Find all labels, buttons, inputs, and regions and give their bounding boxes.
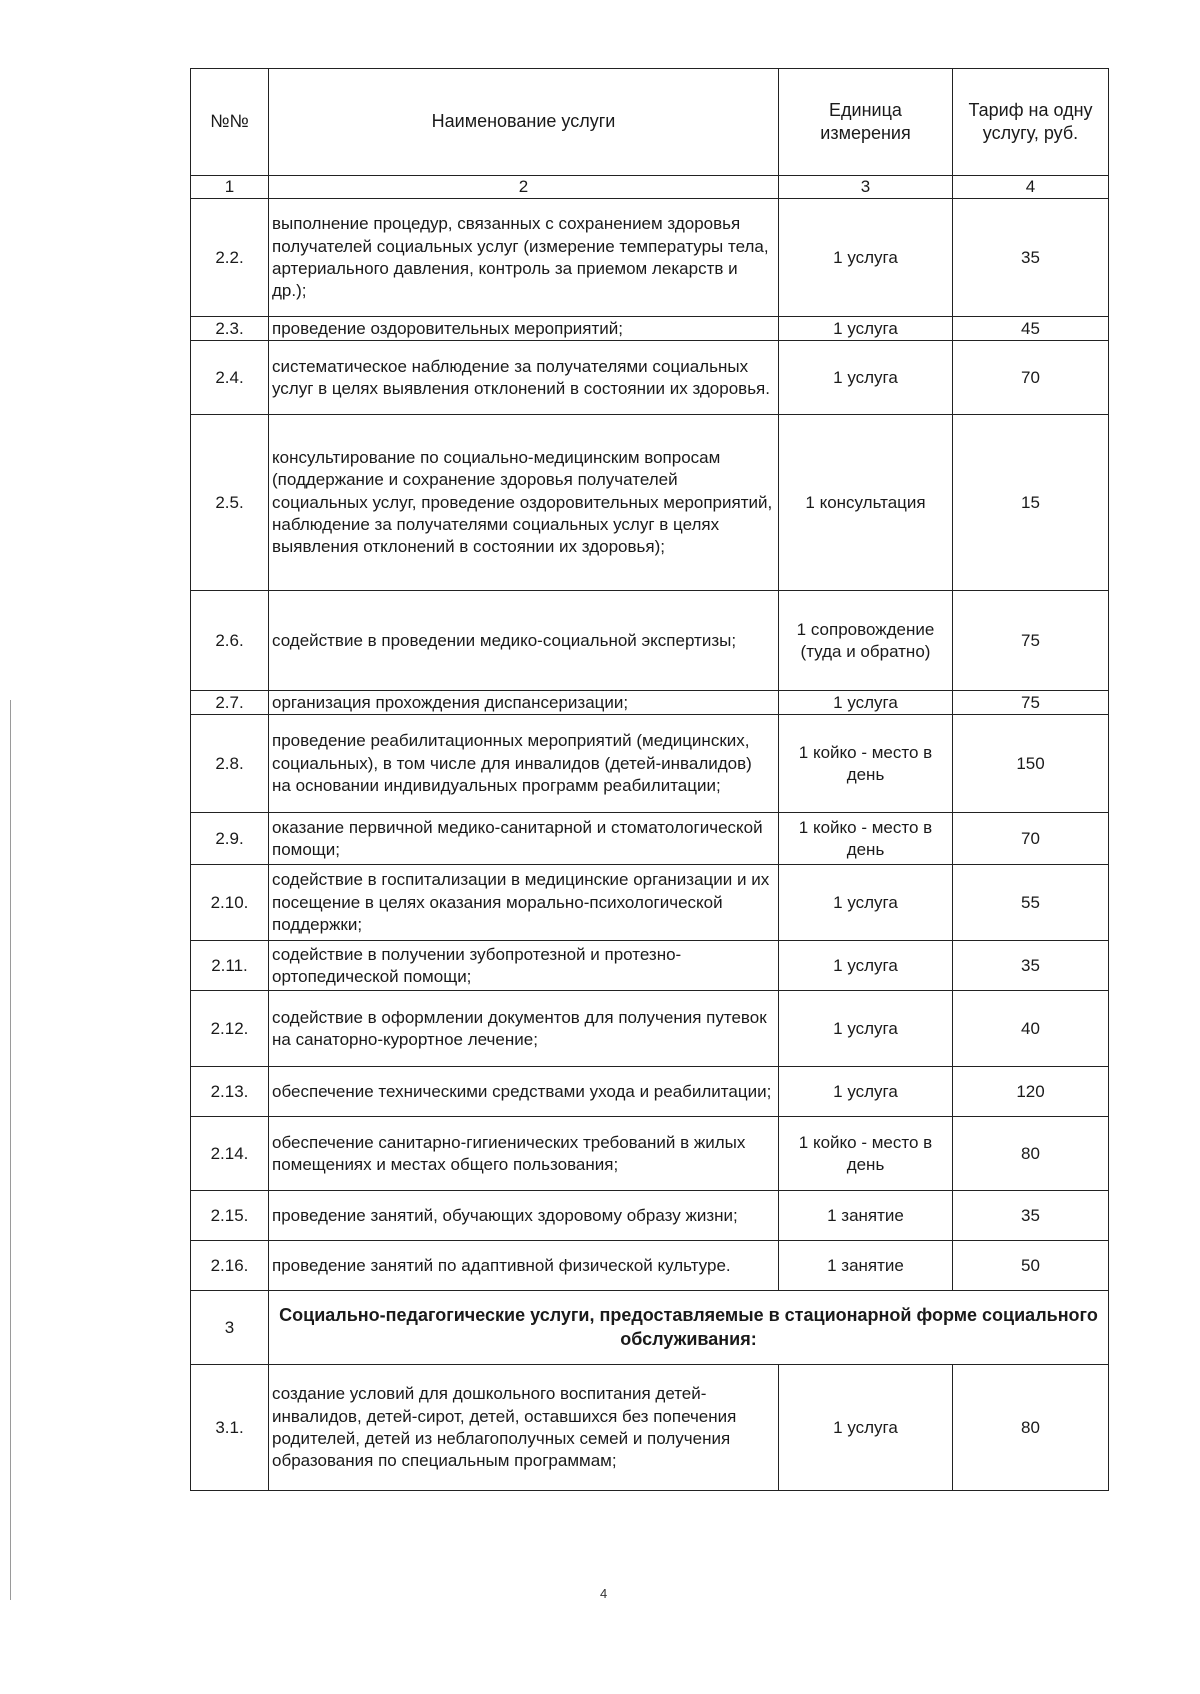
section-num: 3 [191, 1291, 269, 1365]
row-unit: 1 услуга [779, 317, 953, 341]
row-unit: 1 занятие [779, 1241, 953, 1291]
row-unit: 1 занятие [779, 1191, 953, 1241]
row-tariff: 120 [953, 1067, 1109, 1117]
column-number: 1 [191, 176, 269, 199]
table-row [191, 715, 1109, 813]
column-number-row [191, 176, 1109, 199]
row-num: 2.5. [191, 415, 269, 591]
row-name: содействие в получении зубопротезной и протезно-ортопедической помощи; [269, 941, 779, 991]
tariff-table [190, 68, 1109, 1491]
row-tariff: 35 [953, 199, 1109, 317]
row-num: 2.12. [191, 991, 269, 1067]
table-row [191, 317, 1109, 341]
row-name: создание условий для дошкольного воспитания детей-инвалидов, детей-сирот, детей, оставшихся без попечения родителей, детей из неблагополучных семей и получения образования по специальным программам; [269, 1365, 779, 1491]
table-row [191, 1365, 1109, 1491]
table-row [191, 591, 1109, 691]
row-name: обеспечение техническими средствами ухода и реабилитации; [269, 1067, 779, 1117]
table-row [191, 1241, 1109, 1291]
table-row [191, 941, 1109, 991]
header-tariff: Тариф на одну услугу, руб. [953, 69, 1109, 176]
table-row [191, 691, 1109, 715]
row-name: содействие в проведении медико-социальной экспертизы; [269, 591, 779, 691]
row-name: содействие в оформлении документов для получения путевок на санаторно-курортное лечение; [269, 991, 779, 1067]
row-name: проведение реабилитационных мероприятий (медицинских, социальных), в том числе для инвалидов (детей-инвалидов) на основании индивидуальных программ реабилитации; [269, 715, 779, 813]
header-unit: Единица измерения [779, 69, 953, 176]
row-tariff: 75 [953, 691, 1109, 715]
row-num: 2.13. [191, 1067, 269, 1117]
row-num: 2.11. [191, 941, 269, 991]
column-number: 4 [953, 176, 1109, 199]
row-unit: 1 услуга [779, 691, 953, 715]
row-tariff: 70 [953, 341, 1109, 415]
row-tariff: 40 [953, 991, 1109, 1067]
row-unit: 1 сопровождение (туда и обратно) [779, 591, 953, 691]
row-num: 2.2. [191, 199, 269, 317]
table-row [191, 341, 1109, 415]
row-name: обеспечение санитарно-гигиенических требований в жилых помещениях и местах общего пользования; [269, 1117, 779, 1191]
row-tariff: 80 [953, 1365, 1109, 1491]
row-num: 2.6. [191, 591, 269, 691]
row-unit: 1 услуга [779, 991, 953, 1067]
section-title: Социально-педагогические услуги, предоставляемые в стационарной форме социального обслуживания: [269, 1291, 1109, 1365]
row-unit: 1 услуга [779, 1365, 953, 1491]
row-unit: 1 койко - место в день [779, 715, 953, 813]
row-unit: 1 консультация [779, 415, 953, 591]
row-num: 2.16. [191, 1241, 269, 1291]
row-name: проведение занятий по адаптивной физической культуре. [269, 1241, 779, 1291]
row-tariff: 75 [953, 591, 1109, 691]
scan-edge-line [10, 700, 11, 1600]
row-num: 2.14. [191, 1117, 269, 1191]
row-tariff: 80 [953, 1117, 1109, 1191]
row-num: 2.9. [191, 813, 269, 865]
row-unit: 1 услуга [779, 1067, 953, 1117]
row-tariff: 45 [953, 317, 1109, 341]
column-number: 2 [269, 176, 779, 199]
table-row [191, 865, 1109, 941]
row-unit: 1 услуга [779, 941, 953, 991]
row-num: 2.7. [191, 691, 269, 715]
row-num: 2.3. [191, 317, 269, 341]
table-row [191, 1117, 1109, 1191]
header-num: №№ [191, 69, 269, 176]
row-unit: 1 услуга [779, 199, 953, 317]
row-num: 2.8. [191, 715, 269, 813]
row-tariff: 35 [953, 941, 1109, 991]
column-number: 3 [779, 176, 953, 199]
row-unit: 1 койко - место в день [779, 1117, 953, 1191]
row-name: проведение оздоровительных мероприятий; [269, 317, 779, 341]
row-name: систематическое наблюдение за получателями социальных услуг в целях выявления отклонений в состоянии их здоровья. [269, 341, 779, 415]
header-row [191, 69, 1109, 176]
row-tariff: 150 [953, 715, 1109, 813]
table-row [191, 813, 1109, 865]
row-tariff: 70 [953, 813, 1109, 865]
row-unit: 1 услуга [779, 341, 953, 415]
row-tariff: 50 [953, 1241, 1109, 1291]
row-name: проведение занятий, обучающих здоровому образу жизни; [269, 1191, 779, 1241]
row-tariff: 35 [953, 1191, 1109, 1241]
row-num: 2.15. [191, 1191, 269, 1241]
row-tariff: 15 [953, 415, 1109, 591]
row-num: 3.1. [191, 1365, 269, 1491]
header-name: Наименование услуги [269, 69, 779, 176]
row-name: оказание первичной медико-санитарной и стоматологической помощи; [269, 813, 779, 865]
row-unit: 1 услуга [779, 865, 953, 941]
table-row [191, 199, 1109, 317]
table-row [191, 1191, 1109, 1241]
row-name: организация прохождения диспансеризации; [269, 691, 779, 715]
row-unit: 1 койко - место в день [779, 813, 953, 865]
row-name: выполнение процедур, связанных с сохранением здоровья получателей социальных услуг (измерение температуры тела, артериального давления, контроль за приемом лекарств и др.); [269, 199, 779, 317]
section-row [191, 1291, 1109, 1365]
page-number: 4 [600, 1586, 608, 1601]
row-name: консультирование по социально-медицинским вопросам (поддержание и сохранение здоровья получателей социальных услуг, проведение оздоровительных мероприятий, наблюдение за получателями социальных услуг в целях выявления отклонений в состоянии их здоровья); [269, 415, 779, 591]
row-name: содействие в госпитализации в медицинские организации и их посещение в целях оказания морально-психологической поддержки; [269, 865, 779, 941]
row-num: 2.10. [191, 865, 269, 941]
row-tariff: 55 [953, 865, 1109, 941]
table-row [191, 1067, 1109, 1117]
table-row [191, 415, 1109, 591]
row-num: 2.4. [191, 341, 269, 415]
table-row [191, 991, 1109, 1067]
